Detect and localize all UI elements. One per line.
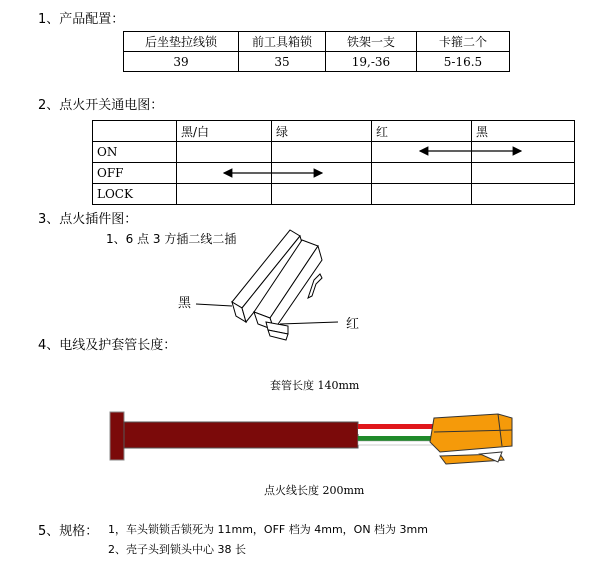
spec-line-2: 2、壳子头到锁头中心 38 长 (108, 543, 246, 556)
wire-diagram (100, 398, 520, 478)
row-label-on: ON (93, 142, 177, 163)
config-value: 19,-36 (326, 52, 417, 72)
wire-length-label: 点火线长度 200mm (264, 484, 365, 497)
row-label-lock: LOCK (93, 184, 177, 205)
section2-title: 2、点火开关通电图： (38, 98, 164, 113)
spec-line-1: 1，车头锁锁舌锁死为 11mm，OFF 档为 4mm，ON 档为 3mm (108, 523, 428, 536)
ignition-header: 黑/白 (177, 121, 272, 142)
config-value: 5-16.5 (417, 52, 510, 72)
config-header: 卡箍二个 (417, 32, 510, 52)
config-header: 前工具箱锁 (239, 32, 326, 52)
section3-title: 3、点火插件图： (38, 212, 138, 227)
connector-drawing (170, 222, 370, 342)
label-black: 黑 (178, 296, 192, 311)
sleeve-length-label: 套管长度 140mm (270, 379, 360, 392)
connector-subtitle: 1、6 点 3 方插二线二插 (106, 232, 237, 246)
section4-title: 4、电线及护套管长度： (38, 338, 177, 353)
ignition-header: 绿 (272, 121, 372, 142)
row-label-off: OFF (93, 163, 177, 184)
config-value: 39 (124, 52, 239, 72)
section5-title: 5、规格： (38, 524, 99, 539)
ignition-header: 黑 (472, 121, 575, 142)
config-header: 后坐垫拉线锁 (124, 32, 239, 52)
section1-title: 1、产品配置： (38, 12, 125, 27)
ignition-header: 红 (372, 121, 472, 142)
config-value: 35 (239, 52, 326, 72)
config-header: 铁架一支 (326, 32, 417, 52)
label-red: 红 (346, 317, 360, 332)
